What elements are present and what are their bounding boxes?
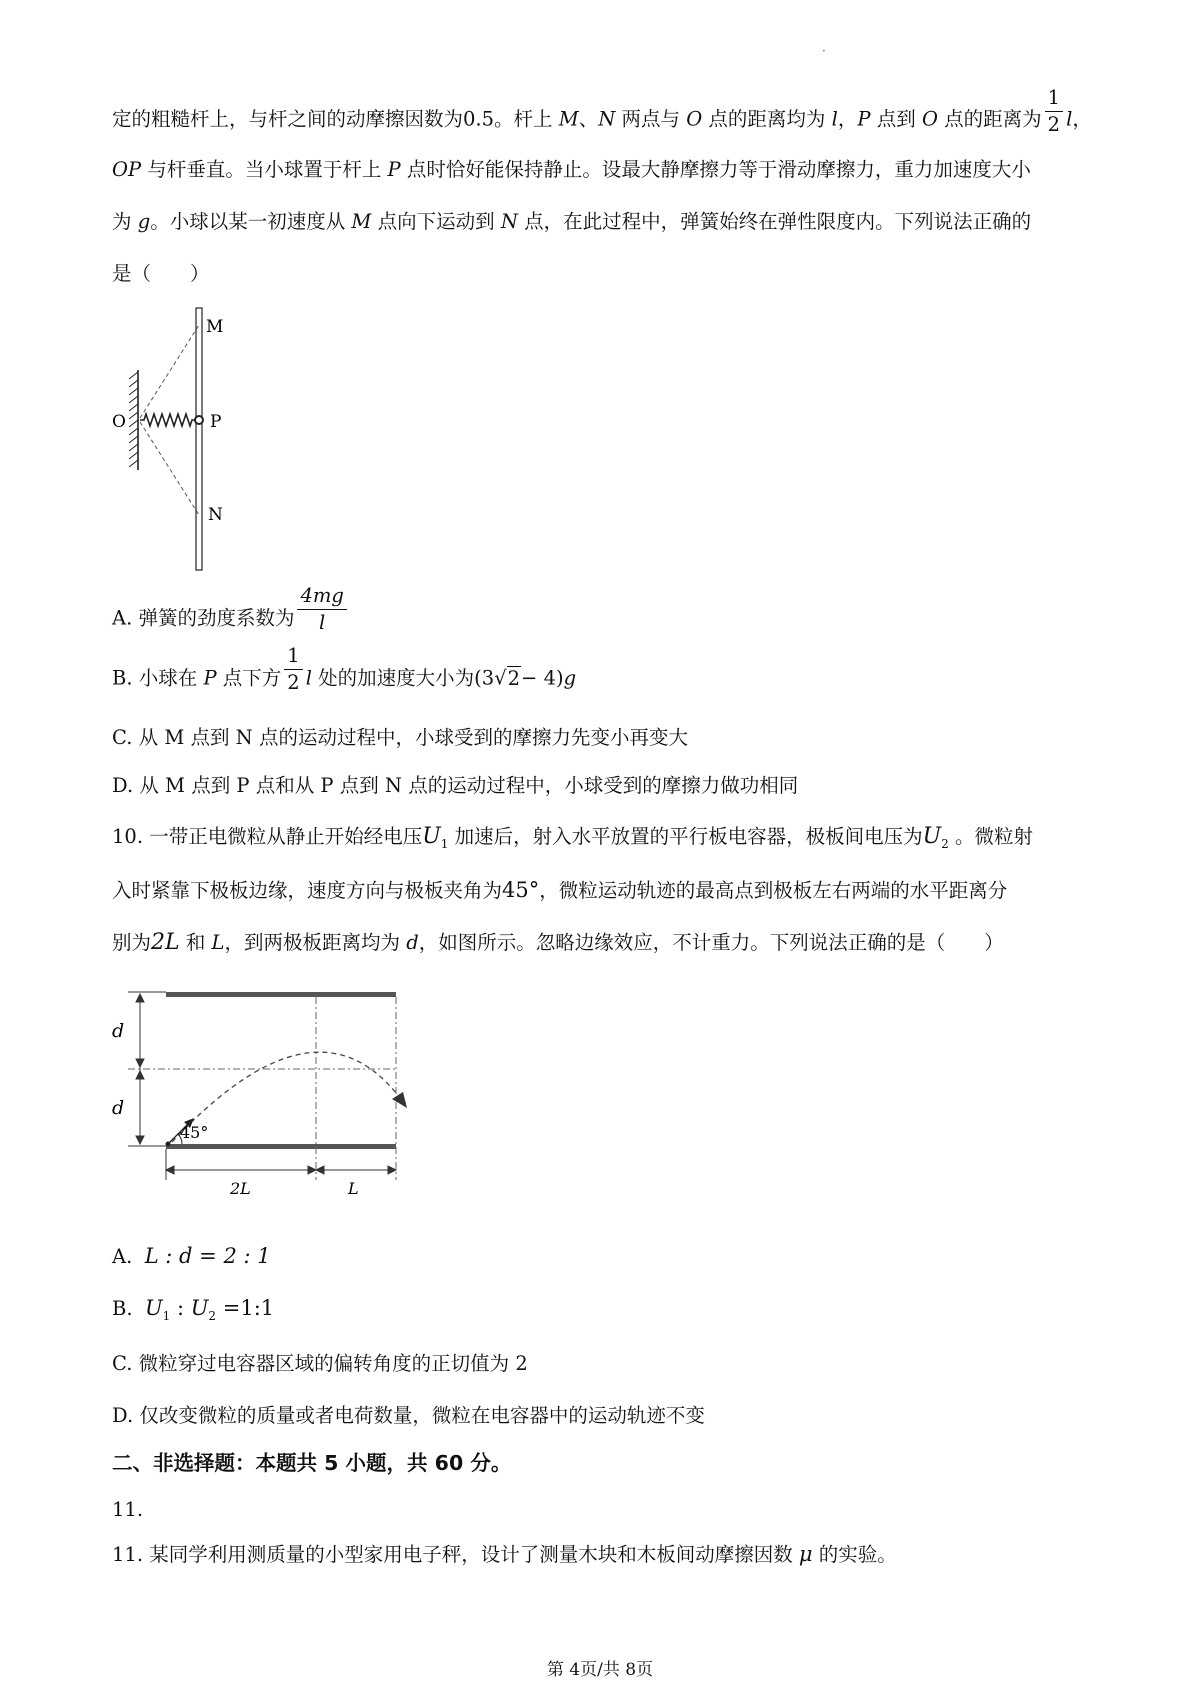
length-dimension: [166, 1166, 396, 1174]
page-mark: ·: [822, 44, 826, 58]
q9-option-c: C. 从 M 点到 N 点的运动过程中，小球受到的摩擦力先变小再变大: [112, 726, 688, 749]
q9-option-d: D. 从 M 点到 P 点和从 P 点到 N 点的运动过程中，小球受到的摩擦力做功相同: [112, 774, 799, 797]
label-m: M: [206, 317, 224, 337]
label-p: P: [210, 412, 222, 432]
q9-half-fraction: $\frac{1}{2}$: [1045, 88, 1063, 134]
q10-line-1: 10. 一带正电微粒从静止开始经电压$U_1$ 加速后，射入水平放置的平行板电容器，极板间电压为$U_2$ 。微粒射: [112, 824, 1034, 851]
label-l: L: [348, 1179, 359, 1198]
q10-option-b: B. $U_1$ : $U_2$ =1:1: [112, 1296, 275, 1323]
q10-option-d: D. 仅改变微粒的质量或者电荷数量，微粒在电容器中的运动轨迹不变: [112, 1404, 705, 1427]
label-d-bottom: d: [112, 1097, 125, 1119]
dashed-on: [140, 422, 199, 515]
lower-plate: [166, 1144, 396, 1149]
trajectory-arrow: [392, 1092, 407, 1108]
q9-line-2: OP 与杆垂直。当小球置于杆上 P 点时恰好能保持静止。设最大静摩擦力等于滑动摩擦力，重力加速度大小: [112, 158, 1031, 181]
ball: [195, 416, 203, 424]
q11-stub: 11.: [112, 1498, 144, 1521]
label-n: N: [208, 505, 223, 525]
label-o: O: [112, 412, 126, 432]
q10-line-3: 别为2L 和 L，到两极板距离均为 d，如图所示。忽略边缘效应，不计重力。下列说法正确的是（ ）: [112, 930, 1004, 955]
q10-option-a: A. L : d = 2 : 1: [112, 1244, 271, 1268]
dashed-om: [140, 325, 199, 418]
q10-option-c: C. 微粒穿过电容器区域的偏转角度的正切值为 2: [112, 1352, 528, 1375]
spring: [140, 414, 196, 426]
q9-option-b: B. 小球在 P 点下方 $\frac{1}{2}$ l 处的加速度大小为(3√2− 4)g: [112, 644, 577, 694]
q9-line-4: 是（ ）: [112, 262, 210, 285]
d-dimension: [136, 994, 144, 1144]
q9-option-a: A. 弹簧的劲度系数为 $\frac{4mg}{l}$: [112, 606, 1120, 632]
label-d-top: d: [112, 1020, 125, 1042]
rod: [196, 308, 202, 570]
q9-line-1: 定的粗糙杆上，与杆之间的动摩擦因数为0.5。杆上 M、N 两点与 O 点的距离均为 l，P 点到 O 点的距离为 $\frac{1}{2}$ l，: [112, 86, 1092, 136]
wall-hatch: [129, 370, 138, 470]
page-footer: 第 4页/共 8页: [546, 1660, 654, 1680]
section-2-heading: 二、非选择题：本题共 5 小题，共 60 分。: [112, 1451, 512, 1475]
label-2l: 2L: [230, 1179, 251, 1198]
q9-spring-rod-figure: [110, 300, 250, 580]
label-angle: 45°: [180, 1123, 209, 1142]
q10-capacitor-figure: [110, 980, 430, 1200]
q11-line-1: 11. 某同学利用测质量的小型家用电子秤，设计了测量木块和木板间动摩擦因数 μ 的实验。: [112, 1542, 897, 1566]
q9-line-3: 为 g。小球以某一初速度从 M 点向下运动到 N 点，在此过程中，弹簧始终在弹性限度内。下列说法正确的: [112, 210, 1032, 233]
upper-plate: [166, 992, 396, 997]
q10-line-2: 入时紧靠下极板边缘，速度方向与极板夹角为45°，微粒运动轨迹的最高点到极板左右两端的水平距离分: [112, 878, 1008, 902]
